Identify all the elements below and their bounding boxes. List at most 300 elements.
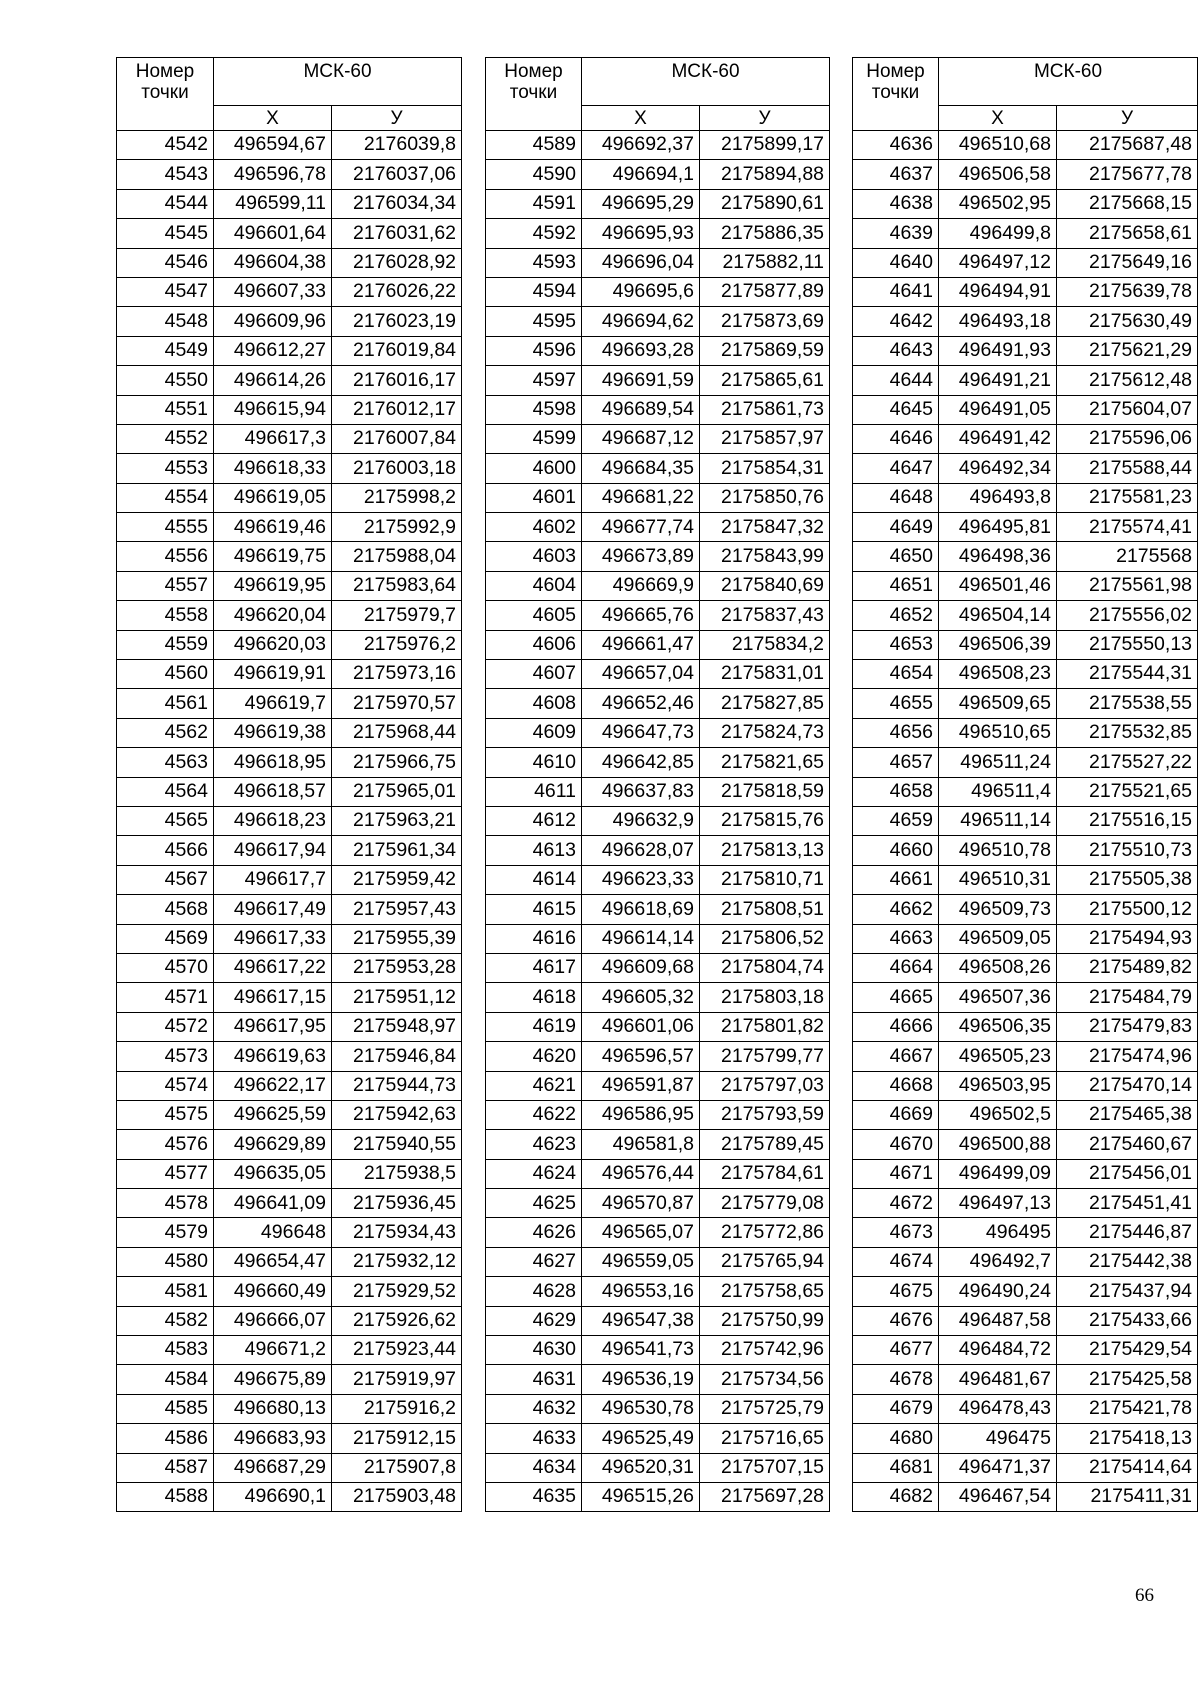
table-row — [853, 571, 1198, 600]
y-coordinate-cell: 2176037,06 — [332, 160, 462, 189]
x-coordinate-cell: 496618,33 — [214, 454, 332, 483]
point-number-cell: 4631 — [486, 1365, 582, 1394]
table-row — [117, 277, 462, 306]
y-coordinate-cell: 2175604,07 — [1057, 395, 1198, 424]
coordinates-table-3 — [852, 57, 1198, 1512]
point-number-cell: 4580 — [117, 1247, 214, 1276]
point-number-cell: 4614 — [486, 865, 582, 894]
point-number-cell: 4547 — [117, 277, 214, 306]
point-number-cell: 4626 — [486, 1218, 582, 1247]
y-coordinate-cell: 2175959,42 — [332, 865, 462, 894]
x-coordinate-cell: 496510,78 — [939, 836, 1057, 865]
table-row — [486, 601, 830, 630]
y-coordinate-cell: 2175961,34 — [332, 836, 462, 865]
point-number-cell: 4571 — [117, 983, 214, 1012]
y-coordinate-cell: 2175772,86 — [700, 1218, 830, 1247]
x-coordinate-cell: 496467,54 — [939, 1482, 1057, 1511]
x-coordinate-cell: 496509,65 — [939, 689, 1057, 718]
table-row — [117, 1453, 462, 1482]
x-coordinate-cell: 496619,05 — [214, 483, 332, 512]
point-number-cell: 4665 — [853, 983, 939, 1012]
y-coordinate-cell: 2175556,02 — [1057, 601, 1198, 630]
coordinate-system-header: МСК-60 — [939, 58, 1198, 106]
x-coordinate-cell: 496617,15 — [214, 983, 332, 1012]
x-coordinate-cell: 496498,36 — [939, 542, 1057, 571]
y-coordinate-cell: 2175942,63 — [332, 1100, 462, 1129]
point-number-cell: 4553 — [117, 454, 214, 483]
y-coordinate-cell: 2175932,12 — [332, 1247, 462, 1276]
y-coordinate-cell: 2175765,94 — [700, 1247, 830, 1276]
x-coordinate-cell: 496684,35 — [582, 454, 700, 483]
table-row — [486, 983, 830, 1012]
x-coordinate-cell: 496511,24 — [939, 748, 1057, 777]
table-row — [853, 1130, 1198, 1159]
x-coordinate-cell: 496607,33 — [214, 277, 332, 306]
x-coordinate-cell: 496502,5 — [939, 1100, 1057, 1129]
y-coordinate-cell: 2175919,97 — [332, 1365, 462, 1394]
y-coordinate-cell: 2175837,43 — [700, 601, 830, 630]
table-row — [853, 1189, 1198, 1218]
y-coordinate-cell: 2175596,06 — [1057, 424, 1198, 453]
x-coordinate-cell: 496509,05 — [939, 924, 1057, 953]
y-coordinate-cell: 2175934,43 — [332, 1218, 462, 1247]
x-coordinate-cell: 496559,05 — [582, 1247, 700, 1276]
header-row — [117, 58, 462, 106]
y-coordinate-cell: 2175677,78 — [1057, 160, 1198, 189]
y-coordinate-cell: 2176026,22 — [332, 277, 462, 306]
point-number-cell: 4549 — [117, 336, 214, 365]
y-coordinate-cell: 2175801,82 — [700, 1012, 830, 1041]
x-coordinate-cell: 496694,62 — [582, 307, 700, 336]
table-row — [117, 1218, 462, 1247]
x-coordinate-cell: 496632,9 — [582, 806, 700, 835]
table-row — [853, 660, 1198, 689]
table-row — [486, 189, 830, 218]
point-number-cell: 4628 — [486, 1277, 582, 1306]
x-coordinate-cell: 496510,31 — [939, 865, 1057, 894]
table-row — [853, 1071, 1198, 1100]
coordinate-system-header: МСК-60 — [214, 58, 462, 106]
table-row — [853, 630, 1198, 659]
x-coordinate-cell: 496491,42 — [939, 424, 1057, 453]
y-coordinate-cell: 2175948,97 — [332, 1012, 462, 1041]
point-number-cell: 4622 — [486, 1100, 582, 1129]
x-coordinate-cell: 496661,47 — [582, 630, 700, 659]
table-row — [117, 1130, 462, 1159]
point-number-cell: 4666 — [853, 1012, 939, 1041]
x-coordinate-cell: 496618,69 — [582, 895, 700, 924]
y-coordinate-cell: 2175505,38 — [1057, 865, 1198, 894]
table-row — [853, 806, 1198, 835]
point-number-cell: 4617 — [486, 953, 582, 982]
x-coordinate-cell: 496495 — [939, 1218, 1057, 1247]
table-row — [853, 454, 1198, 483]
x-coordinate-cell: 496619,75 — [214, 542, 332, 571]
x-coordinate-cell: 496487,58 — [939, 1306, 1057, 1335]
point-number-cell: 4597 — [486, 366, 582, 395]
y-coordinate-cell: 2175758,65 — [700, 1277, 830, 1306]
table-row — [117, 601, 462, 630]
x-coordinate-cell: 496617,3 — [214, 424, 332, 453]
y-coordinate-cell: 2175965,01 — [332, 777, 462, 806]
y-header: У — [332, 106, 462, 131]
table-row — [486, 777, 830, 806]
point-number-cell: 4649 — [853, 513, 939, 542]
point-number-cell: 4570 — [117, 953, 214, 982]
point-number-cell: 4605 — [486, 601, 582, 630]
point-number-cell: 4658 — [853, 777, 939, 806]
table-row — [117, 983, 462, 1012]
table-row — [853, 366, 1198, 395]
x-coordinate-cell: 496504,14 — [939, 601, 1057, 630]
y-coordinate-cell: 2175442,38 — [1057, 1247, 1198, 1276]
table-row — [486, 1218, 830, 1247]
point-number-cell: 4618 — [486, 983, 582, 1012]
point-number-cell: 4604 — [486, 571, 582, 600]
y-coordinate-cell: 2175861,73 — [700, 395, 830, 424]
x-coordinate-cell: 496612,27 — [214, 336, 332, 365]
table-row — [853, 1482, 1198, 1511]
point-number-cell: 4651 — [853, 571, 939, 600]
y-coordinate-cell: 2175550,13 — [1057, 630, 1198, 659]
point-number-cell: 4674 — [853, 1247, 939, 1276]
x-coordinate-cell: 496648 — [214, 1218, 332, 1247]
table-row — [853, 777, 1198, 806]
point-number-cell: 4645 — [853, 395, 939, 424]
y-coordinate-cell: 2175808,51 — [700, 895, 830, 924]
y-coordinate-cell: 2175973,16 — [332, 660, 462, 689]
y-coordinate-cell: 2176034,34 — [332, 189, 462, 218]
y-coordinate-cell: 2176016,17 — [332, 366, 462, 395]
x-coordinate-cell: 496478,43 — [939, 1394, 1057, 1423]
x-coordinate-cell: 496690,1 — [214, 1482, 332, 1511]
point-number-cell: 4607 — [486, 660, 582, 689]
table-row — [486, 248, 830, 277]
y-coordinate-cell: 2175953,28 — [332, 953, 462, 982]
point-number-cell: 4554 — [117, 483, 214, 512]
x-coordinate-cell: 496691,59 — [582, 366, 700, 395]
table-row — [117, 689, 462, 718]
x-coordinate-cell: 496617,49 — [214, 895, 332, 924]
y-coordinate-cell: 2175843,99 — [700, 542, 830, 571]
point-number-cell: 4575 — [117, 1100, 214, 1129]
table-row — [486, 660, 830, 689]
table-row — [117, 336, 462, 365]
point-number-cell: 4632 — [486, 1394, 582, 1423]
y-coordinate-cell: 2175460,67 — [1057, 1130, 1198, 1159]
table-row — [486, 366, 830, 395]
table-row — [117, 1306, 462, 1335]
table-row — [117, 1247, 462, 1276]
table-row — [853, 219, 1198, 248]
point-number-cell: 4629 — [486, 1306, 582, 1335]
table-row — [486, 1482, 830, 1511]
x-coordinate-cell: 496497,13 — [939, 1189, 1057, 1218]
table-row — [486, 160, 830, 189]
y-header: У — [700, 106, 830, 131]
x-coordinate-cell: 496619,63 — [214, 1042, 332, 1071]
y-coordinate-cell: 2175821,65 — [700, 748, 830, 777]
point-number-cell: 4654 — [853, 660, 939, 689]
x-coordinate-cell: 496681,22 — [582, 483, 700, 512]
point-number-cell: 4679 — [853, 1394, 939, 1423]
point-number-cell: 4587 — [117, 1453, 214, 1482]
x-coordinate-cell: 496692,37 — [582, 131, 700, 160]
x-coordinate-cell: 496669,9 — [582, 571, 700, 600]
y-coordinate-cell: 2175815,76 — [700, 806, 830, 835]
x-coordinate-cell: 496677,74 — [582, 513, 700, 542]
point-number-cell: 4667 — [853, 1042, 939, 1071]
x-coordinate-cell: 496547,38 — [582, 1306, 700, 1335]
table-row — [486, 1159, 830, 1188]
point-number-cell: 4652 — [853, 601, 939, 630]
y-coordinate-cell: 2175923,44 — [332, 1336, 462, 1365]
y-coordinate-cell: 2175827,85 — [700, 689, 830, 718]
y-coordinate-cell: 2176007,84 — [332, 424, 462, 453]
x-coordinate-cell: 496520,31 — [582, 1453, 700, 1482]
point-number-cell: 4609 — [486, 718, 582, 747]
x-coordinate-cell: 496510,68 — [939, 131, 1057, 160]
y-coordinate-cell: 2175903,48 — [332, 1482, 462, 1511]
table-row — [486, 483, 830, 512]
point-number-cell: 4598 — [486, 395, 582, 424]
x-coordinate-cell: 496530,78 — [582, 1394, 700, 1423]
x-coordinate-cell: 496637,83 — [582, 777, 700, 806]
point-number-cell: 4586 — [117, 1424, 214, 1453]
table-row — [486, 571, 830, 600]
coordinate-system-header: МСК-60 — [582, 58, 830, 106]
table-row — [117, 131, 462, 160]
table-body — [117, 58, 462, 1512]
table-row — [486, 953, 830, 982]
table-row — [486, 836, 830, 865]
table-body — [486, 58, 830, 1512]
table-row — [853, 1218, 1198, 1247]
y-coordinate-cell: 2175968,44 — [332, 718, 462, 747]
table-row — [853, 924, 1198, 953]
y-coordinate-cell: 2175707,15 — [700, 1453, 830, 1482]
table-row — [117, 160, 462, 189]
table-row — [486, 865, 830, 894]
x-coordinate-cell: 496673,89 — [582, 542, 700, 571]
x-coordinate-cell: 496491,21 — [939, 366, 1057, 395]
x-coordinate-cell: 496491,93 — [939, 336, 1057, 365]
x-coordinate-cell: 496619,95 — [214, 571, 332, 600]
table-row — [117, 1482, 462, 1511]
x-coordinate-cell: 496617,95 — [214, 1012, 332, 1041]
x-coordinate-cell: 496471,37 — [939, 1453, 1057, 1482]
y-coordinate-cell: 2175510,73 — [1057, 836, 1198, 865]
point-number-cell: 4563 — [117, 748, 214, 777]
x-coordinate-cell: 496641,09 — [214, 1189, 332, 1218]
y-coordinate-cell: 2175886,35 — [700, 219, 830, 248]
x-coordinate-cell: 496536,19 — [582, 1365, 700, 1394]
y-coordinate-cell: 2175944,73 — [332, 1071, 462, 1100]
point-number-cell: 4637 — [853, 160, 939, 189]
x-coordinate-cell: 496570,87 — [582, 1189, 700, 1218]
point-number-cell: 4567 — [117, 865, 214, 894]
y-coordinate-cell: 2175750,99 — [700, 1306, 830, 1335]
x-coordinate-cell: 496596,57 — [582, 1042, 700, 1071]
coordinates-table-2 — [485, 57, 830, 1512]
point-number-cell: 4582 — [117, 1306, 214, 1335]
table-row — [853, 1247, 1198, 1276]
y-coordinate-cell: 2175697,28 — [700, 1482, 830, 1511]
table-row — [486, 1394, 830, 1423]
point-number-cell: 4555 — [117, 513, 214, 542]
y-coordinate-cell: 2175532,85 — [1057, 718, 1198, 747]
x-coordinate-cell: 496506,35 — [939, 1012, 1057, 1041]
point-number-cell: 4670 — [853, 1130, 939, 1159]
y-coordinate-cell: 2175742,96 — [700, 1336, 830, 1365]
table-row — [486, 1365, 830, 1394]
y-coordinate-cell: 2176019,84 — [332, 336, 462, 365]
x-header: Х — [214, 106, 332, 131]
point-number-cell: 4546 — [117, 248, 214, 277]
point-number-cell: 4634 — [486, 1453, 582, 1482]
y-coordinate-cell: 2175936,45 — [332, 1189, 462, 1218]
x-coordinate-cell: 496493,8 — [939, 483, 1057, 512]
table-row — [117, 806, 462, 835]
y-coordinate-cell: 2175946,84 — [332, 1042, 462, 1071]
x-coordinate-cell: 496619,46 — [214, 513, 332, 542]
y-coordinate-cell: 2175831,01 — [700, 660, 830, 689]
table-row — [853, 865, 1198, 894]
y-coordinate-cell: 2175527,22 — [1057, 748, 1198, 777]
point-number-cell: 4662 — [853, 895, 939, 924]
x-coordinate-cell: 496683,93 — [214, 1424, 332, 1453]
x-coordinate-cell: 496506,58 — [939, 160, 1057, 189]
x-coordinate-cell: 496481,67 — [939, 1365, 1057, 1394]
point-number-cell: 4559 — [117, 630, 214, 659]
table-row — [486, 219, 830, 248]
y-coordinate-cell: 2175976,2 — [332, 630, 462, 659]
table-row — [853, 718, 1198, 747]
table-row — [117, 395, 462, 424]
point-number-cell: 4610 — [486, 748, 582, 777]
table-row — [117, 1189, 462, 1218]
x-coordinate-cell: 496499,09 — [939, 1159, 1057, 1188]
point-number-cell: 4584 — [117, 1365, 214, 1394]
table-row — [117, 777, 462, 806]
table-row — [486, 1130, 830, 1159]
y-coordinate-cell: 2176012,17 — [332, 395, 462, 424]
y-coordinate-cell: 2175411,31 — [1057, 1482, 1198, 1511]
table-row — [117, 660, 462, 689]
table-row — [117, 836, 462, 865]
point-number-cell: 4595 — [486, 307, 582, 336]
point-number-cell: 4545 — [117, 219, 214, 248]
point-number-cell: 4678 — [853, 1365, 939, 1394]
x-coordinate-cell: 496492,7 — [939, 1247, 1057, 1276]
y-coordinate-cell: 2175894,88 — [700, 160, 830, 189]
table-row — [117, 1365, 462, 1394]
y-coordinate-cell: 2175437,94 — [1057, 1277, 1198, 1306]
point-number-cell: 4585 — [117, 1394, 214, 1423]
table-row — [853, 983, 1198, 1012]
y-coordinate-cell: 2175799,77 — [700, 1042, 830, 1071]
table-row — [117, 189, 462, 218]
y-coordinate-cell: 2175834,2 — [700, 630, 830, 659]
table-row — [117, 424, 462, 453]
table-row — [853, 1100, 1198, 1129]
x-coordinate-cell: 496695,6 — [582, 277, 700, 306]
y-coordinate-cell: 2175588,44 — [1057, 454, 1198, 483]
point-number-cell: 4573 — [117, 1042, 214, 1071]
y-coordinate-cell: 2175784,61 — [700, 1159, 830, 1188]
table-row — [853, 1453, 1198, 1482]
y-coordinate-cell: 2175479,83 — [1057, 1012, 1198, 1041]
x-header: Х — [582, 106, 700, 131]
point-number-cell: 4656 — [853, 718, 939, 747]
y-coordinate-cell: 2175630,49 — [1057, 307, 1198, 336]
table-row — [486, 748, 830, 777]
table-row — [486, 454, 830, 483]
point-number-cell: 4623 — [486, 1130, 582, 1159]
x-coordinate-cell: 496484,72 — [939, 1336, 1057, 1365]
point-number-cell: 4681 — [853, 1453, 939, 1482]
table-row — [117, 630, 462, 659]
table-row — [486, 1336, 830, 1365]
x-coordinate-cell: 496657,04 — [582, 660, 700, 689]
y-coordinate-cell: 2175882,11 — [700, 248, 830, 277]
x-coordinate-cell: 496654,47 — [214, 1247, 332, 1276]
x-coordinate-cell: 496687,29 — [214, 1453, 332, 1482]
y-coordinate-cell: 2175489,82 — [1057, 953, 1198, 982]
x-coordinate-cell: 496687,12 — [582, 424, 700, 453]
point-number-cell: 4641 — [853, 277, 939, 306]
x-coordinate-cell: 496620,03 — [214, 630, 332, 659]
table-row — [853, 248, 1198, 277]
point-number-cell: 4659 — [853, 806, 939, 835]
point-number-cell: 4600 — [486, 454, 582, 483]
point-number-cell: 4650 — [853, 542, 939, 571]
x-coordinate-cell: 496490,24 — [939, 1277, 1057, 1306]
point-number-cell: 4669 — [853, 1100, 939, 1129]
x-header: Х — [939, 106, 1057, 131]
table-row — [117, 483, 462, 512]
table-row — [853, 836, 1198, 865]
y-coordinate-cell: 2175418,13 — [1057, 1424, 1198, 1453]
y-coordinate-cell: 2175797,03 — [700, 1071, 830, 1100]
y-coordinate-cell: 2175983,64 — [332, 571, 462, 600]
x-coordinate-cell: 496492,34 — [939, 454, 1057, 483]
y-coordinate-cell: 2175649,16 — [1057, 248, 1198, 277]
table-row — [117, 1100, 462, 1129]
point-number-cell: 4646 — [853, 424, 939, 453]
table-row — [117, 1071, 462, 1100]
y-coordinate-cell: 2175929,52 — [332, 1277, 462, 1306]
y-coordinate-cell: 2175793,59 — [700, 1100, 830, 1129]
y-coordinate-cell: 2175854,31 — [700, 454, 830, 483]
table-row — [853, 1394, 1198, 1423]
point-number-cell: 4661 — [853, 865, 939, 894]
y-coordinate-cell: 2175806,52 — [700, 924, 830, 953]
table-row — [117, 924, 462, 953]
y-coordinate-cell: 2175734,56 — [700, 1365, 830, 1394]
point-number-cell: 4644 — [853, 366, 939, 395]
x-coordinate-cell: 496576,44 — [582, 1159, 700, 1188]
point-number-cell: 4624 — [486, 1159, 582, 1188]
table-row — [486, 1277, 830, 1306]
x-coordinate-cell: 496623,33 — [582, 865, 700, 894]
table-row — [117, 248, 462, 277]
point-number-cell: 4578 — [117, 1189, 214, 1218]
x-coordinate-cell: 496635,05 — [214, 1159, 332, 1188]
table-row — [486, 542, 830, 571]
y-coordinate-cell: 2176003,18 — [332, 454, 462, 483]
point-number-cell: 4616 — [486, 924, 582, 953]
